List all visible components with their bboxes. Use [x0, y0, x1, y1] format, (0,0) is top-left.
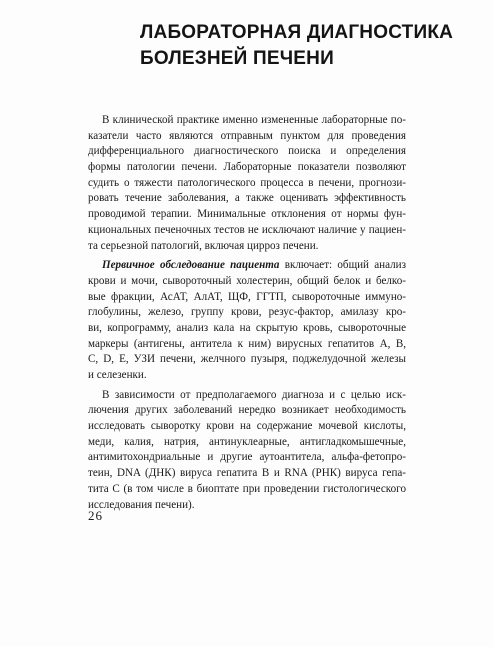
text-line: вые фракции, АсАТ, АлАТ, ЩФ, ГГТП, сывороточные иммуно-: [88, 290, 406, 303]
text-line: тита С (в том числе в биоптате при проведении гистологического: [88, 482, 406, 495]
text-line: лючения других заболеваний нередко возникает необходимость: [88, 404, 406, 417]
text-line: маркеры (антигены, антитела к ним) вирусных гепатитов А, В,: [88, 337, 406, 350]
text-line: формы патологии печени. Лабораторные показатели позволяют: [88, 161, 406, 174]
chapter-title-line-1: ЛАБОРАТОРНАЯ ДИАГНОСТИКА: [140, 22, 454, 43]
text-line: глобулины, железо, группу крови, резус-фактор, амилазу кро-: [88, 306, 406, 319]
page-number: 26: [88, 508, 103, 523]
text-line: ровать течение заболевания, а также оценивать эффективность: [88, 192, 406, 205]
text-line: [88, 258, 406, 274]
text-line: теин, DNA (ДНК) вируса гепатита В и RNA (РНК) вируса гепа-: [88, 467, 406, 480]
text-line: казатели часто являются отправным пунктом для проведения: [88, 129, 406, 142]
text-line: исследовать сыворотку крови на содержание мочевой кислоты,: [88, 420, 406, 433]
text-line: дифференциального диагностического поиска и определения: [88, 145, 406, 158]
text-line: крови и мочи, сывороточный холестерин, общий белок и белко-: [88, 274, 406, 287]
text-line: меди, калия, натрия, антинуклеарные, антигладкомышечные,: [88, 435, 406, 448]
chapter-title: [140, 20, 454, 72]
text-line: и селезенки.: [88, 369, 147, 381]
paragraph-2: [88, 258, 406, 384]
text-line: кциональных печеночных тестов не исключают наличие у пациен-: [88, 223, 406, 236]
text-line: проводимой терапии. Минимальные отклонения от нормы фун-: [88, 208, 406, 221]
chapter-title-line-2: БОЛЕЗНЕЙ ПЕЧЕНИ: [140, 48, 334, 69]
text-line: та серьезной патологий, включая цирроз печени.: [88, 239, 319, 252]
text-line: В клинической практике именно измененные лабораторные по-: [102, 114, 406, 126]
paragraph-3: [88, 388, 406, 514]
text-line: судить о тяжести патологического процесса в печени, прогнози-: [88, 176, 406, 189]
paragraph-1: [88, 113, 406, 254]
text-fragment: включает: общий анализ: [279, 259, 406, 272]
emphasis-text: Первичное обследование пациента: [102, 259, 280, 272]
body-text: [88, 113, 406, 513]
text-line: антимитохондриальные и другие аутоантитела, альфа-фетопро-: [88, 451, 406, 464]
text-line: С, D, Е, УЗИ печени, желчного пузыря, поджелудочной железы: [88, 353, 406, 366]
text-line: ви, копрограмму, анализ кала на скрытую кровь, сывороточные: [88, 321, 406, 334]
text-line: В зависимости от предполагаемого диагноза и с целью иск-: [102, 388, 406, 401]
text-line: исследования печени).: [88, 498, 195, 511]
